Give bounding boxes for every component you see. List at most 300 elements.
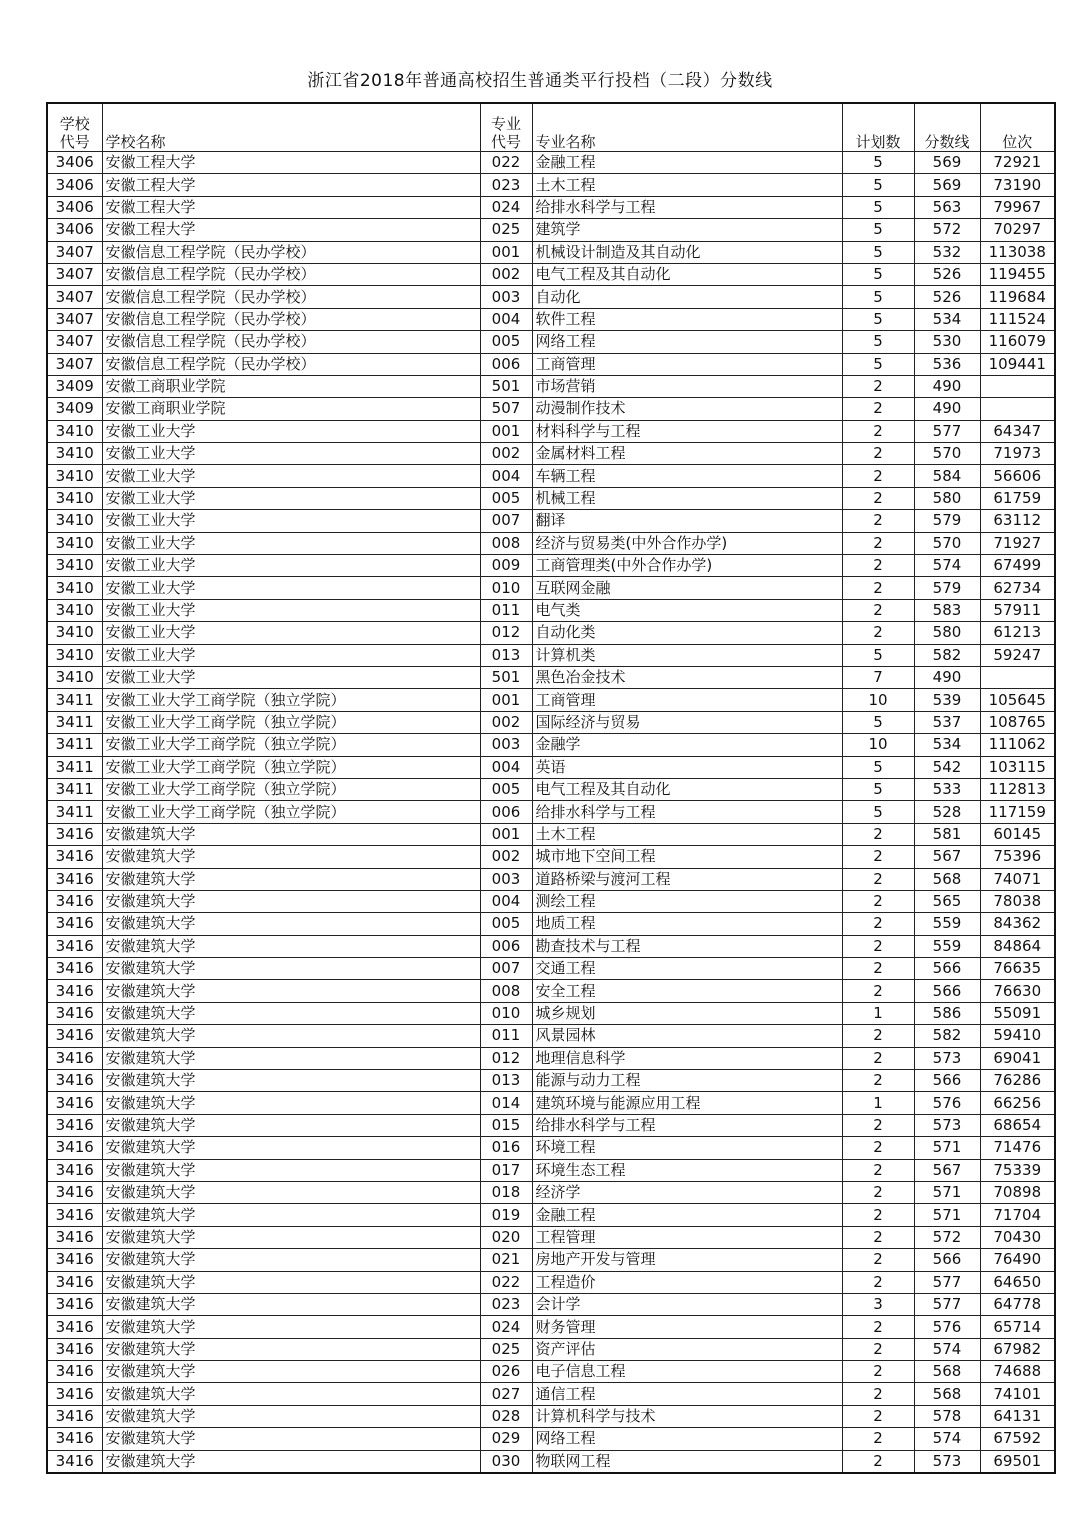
school-code-cell: 3416 (47, 1025, 102, 1047)
major-code-cell: 501 (480, 666, 532, 688)
score-cell: 563 (914, 196, 980, 218)
score-cell: 577 (914, 420, 980, 442)
school-name-cell: 安徽建筑大学 (102, 1338, 480, 1360)
plan-cell: 2 (842, 1070, 914, 1092)
header-school-code-line2: 代号 (59, 133, 90, 151)
school-name-cell: 安徽工业大学 (102, 555, 480, 577)
school-name-cell: 安徽工程大学 (102, 196, 480, 218)
plan-cell: 2 (842, 443, 914, 465)
table-row (47, 443, 1055, 465)
rank-cell: 60145 (980, 823, 1055, 845)
school-code-cell: 3411 (47, 734, 102, 756)
school-code-cell: 3416 (47, 1137, 102, 1159)
score-cell: 573 (914, 1114, 980, 1136)
major-name-cell: 软件工程 (532, 308, 842, 330)
major-name-cell: 金属材料工程 (532, 443, 842, 465)
major-code-cell: 004 (480, 756, 532, 778)
school-name-cell: 安徽建筑大学 (102, 1137, 480, 1159)
table-body (47, 152, 1055, 1474)
rank-cell: 111524 (980, 308, 1055, 330)
major-code-cell: 017 (480, 1159, 532, 1181)
major-code-cell: 020 (480, 1226, 532, 1248)
major-code-cell: 029 (480, 1428, 532, 1450)
major-name-cell: 计算机类 (532, 644, 842, 666)
score-cell: 574 (914, 555, 980, 577)
header-major-code-line1: 专业 (490, 115, 521, 133)
major-code-cell: 010 (480, 1002, 532, 1024)
plan-cell: 2 (842, 1114, 914, 1136)
rank-cell: 84362 (980, 913, 1055, 935)
major-code-cell: 027 (480, 1383, 532, 1405)
school-code-cell: 3411 (47, 778, 102, 800)
table-row (47, 1293, 1055, 1315)
score-cell: 583 (914, 599, 980, 621)
rank-cell: 75396 (980, 846, 1055, 868)
school-code-cell: 3416 (47, 1405, 102, 1427)
major-name-cell: 电气工程及其自动化 (532, 263, 842, 285)
rank-cell: 74101 (980, 1383, 1055, 1405)
rank-cell (980, 375, 1055, 397)
school-code-cell: 3410 (47, 487, 102, 509)
major-code-cell: 005 (480, 778, 532, 800)
score-cell: 537 (914, 711, 980, 733)
rank-cell: 74071 (980, 868, 1055, 890)
major-code-cell: 005 (480, 331, 532, 353)
major-code-cell: 016 (480, 1137, 532, 1159)
plan-cell: 2 (842, 1047, 914, 1069)
rank-cell: 61213 (980, 622, 1055, 644)
rank-cell: 84864 (980, 935, 1055, 957)
plan-cell: 5 (842, 711, 914, 733)
major-code-cell: 024 (480, 196, 532, 218)
school-name-cell: 安徽建筑大学 (102, 1249, 480, 1271)
major-code-cell: 003 (480, 734, 532, 756)
rank-cell: 67499 (980, 555, 1055, 577)
major-code-cell: 011 (480, 1025, 532, 1047)
score-cell: 530 (914, 331, 980, 353)
table-row (47, 935, 1055, 957)
school-name-cell: 安徽工业大学 (102, 443, 480, 465)
school-code-cell: 3410 (47, 443, 102, 465)
major-name-cell: 城市地下空间工程 (532, 846, 842, 868)
school-code-cell: 3410 (47, 599, 102, 621)
school-code-cell: 3410 (47, 644, 102, 666)
major-name-cell: 给排水科学与工程 (532, 196, 842, 218)
school-code-cell: 3416 (47, 1114, 102, 1136)
major-code-cell: 008 (480, 532, 532, 554)
major-name-cell: 自动化 (532, 286, 842, 308)
table-row (47, 1181, 1055, 1203)
table-row (47, 331, 1055, 353)
header-major-code-line2: 代号 (490, 133, 521, 151)
school-name-cell: 安徽工商职业学院 (102, 398, 480, 420)
school-name-cell: 安徽建筑大学 (102, 958, 480, 980)
major-name-cell: 电气类 (532, 599, 842, 621)
rank-cell: 116079 (980, 331, 1055, 353)
major-name-cell: 环境生态工程 (532, 1159, 842, 1181)
major-name-cell: 地质工程 (532, 913, 842, 935)
score-cell: 569 (914, 152, 980, 174)
table-row (47, 1137, 1055, 1159)
score-cell: 570 (914, 532, 980, 554)
school-code-cell: 3406 (47, 219, 102, 241)
table-row (47, 241, 1055, 263)
major-code-cell: 501 (480, 375, 532, 397)
rank-cell: 119684 (980, 286, 1055, 308)
school-name-cell: 安徽工业大学 (102, 487, 480, 509)
school-name-cell: 安徽建筑大学 (102, 823, 480, 845)
school-name-cell: 安徽工商职业学院 (102, 375, 480, 397)
score-cell: 570 (914, 443, 980, 465)
rank-cell: 111062 (980, 734, 1055, 756)
rank-cell: 62734 (980, 577, 1055, 599)
score-cell: 577 (914, 1271, 980, 1293)
page-title: 浙江省2018年普通高校招生普通类平行投档（二段）分数线 (307, 71, 773, 91)
plan-cell: 10 (842, 734, 914, 756)
major-name-cell: 动漫制作技术 (532, 398, 842, 420)
school-code-cell: 3410 (47, 420, 102, 442)
school-code-cell: 3416 (47, 1204, 102, 1226)
table-row (47, 846, 1055, 868)
table-row (47, 599, 1055, 621)
rank-cell: 69041 (980, 1047, 1055, 1069)
major-name-cell: 翻译 (532, 510, 842, 532)
school-code-cell: 3406 (47, 174, 102, 196)
rank-cell: 64650 (980, 1271, 1055, 1293)
major-name-cell: 金融学 (532, 734, 842, 756)
major-code-cell: 013 (480, 1070, 532, 1092)
school-name-cell: 安徽工程大学 (102, 219, 480, 241)
school-name-cell: 安徽工业大学工商学院（独立学院） (102, 778, 480, 800)
plan-cell: 2 (842, 577, 914, 599)
major-code-cell: 003 (480, 868, 532, 890)
score-cell: 582 (914, 1025, 980, 1047)
rank-cell: 113038 (980, 241, 1055, 263)
major-code-cell: 004 (480, 308, 532, 330)
major-name-cell: 道路桥梁与渡河工程 (532, 868, 842, 890)
school-code-cell: 3407 (47, 308, 102, 330)
plan-cell: 2 (842, 935, 914, 957)
plan-cell: 5 (842, 152, 914, 174)
major-name-cell: 会计学 (532, 1293, 842, 1315)
school-name-cell: 安徽信息工程学院（民办学校） (102, 308, 480, 330)
plan-cell: 2 (842, 1181, 914, 1203)
school-name-cell: 安徽信息工程学院（民办学校） (102, 331, 480, 353)
score-cell: 542 (914, 756, 980, 778)
major-name-cell: 材料科学与工程 (532, 420, 842, 442)
major-code-cell: 002 (480, 711, 532, 733)
major-name-cell: 测绘工程 (532, 890, 842, 912)
table-row (47, 980, 1055, 1002)
score-cell: 571 (914, 1137, 980, 1159)
table-row (47, 577, 1055, 599)
plan-cell: 2 (842, 532, 914, 554)
rank-cell: 103115 (980, 756, 1055, 778)
major-name-cell: 经济与贸易类(中外合作办学) (532, 532, 842, 554)
plan-cell: 5 (842, 219, 914, 241)
major-name-cell: 英语 (532, 756, 842, 778)
school-code-cell: 3409 (47, 398, 102, 420)
school-name-cell: 安徽信息工程学院（民办学校） (102, 241, 480, 263)
score-cell: 571 (914, 1181, 980, 1203)
major-code-cell: 021 (480, 1249, 532, 1271)
school-code-cell: 3410 (47, 532, 102, 554)
plan-cell: 2 (842, 1159, 914, 1181)
school-name-cell: 安徽建筑大学 (102, 846, 480, 868)
major-name-cell: 建筑学 (532, 219, 842, 241)
rank-cell: 65714 (980, 1316, 1055, 1338)
school-code-cell: 3416 (47, 935, 102, 957)
score-cell: 567 (914, 846, 980, 868)
major-name-cell: 机械工程 (532, 487, 842, 509)
major-name-cell: 建筑环境与能源应用工程 (532, 1092, 842, 1114)
school-name-cell: 安徽工程大学 (102, 152, 480, 174)
school-name-cell: 安徽建筑大学 (102, 1450, 480, 1473)
major-name-cell: 自动化类 (532, 622, 842, 644)
header-row (47, 103, 1055, 152)
table-row (47, 1316, 1055, 1338)
plan-cell: 5 (842, 241, 914, 263)
table-row (47, 308, 1055, 330)
school-code-cell: 3416 (47, 1002, 102, 1024)
major-name-cell: 地理信息科学 (532, 1047, 842, 1069)
plan-cell: 2 (842, 1226, 914, 1248)
rank-cell: 108765 (980, 711, 1055, 733)
major-code-cell: 012 (480, 1047, 532, 1069)
table-row (47, 353, 1055, 375)
major-code-cell: 013 (480, 644, 532, 666)
school-name-cell: 安徽建筑大学 (102, 913, 480, 935)
plan-cell: 2 (842, 980, 914, 1002)
table-row (47, 532, 1055, 554)
table-row (47, 1002, 1055, 1024)
table-row (47, 219, 1055, 241)
table-row (47, 1047, 1055, 1069)
rank-cell: 61759 (980, 487, 1055, 509)
plan-cell: 2 (842, 555, 914, 577)
major-name-cell: 网络工程 (532, 331, 842, 353)
school-code-cell: 3407 (47, 353, 102, 375)
score-cell: 567 (914, 1159, 980, 1181)
score-cell: 584 (914, 465, 980, 487)
school-code-cell: 3410 (47, 666, 102, 688)
plan-cell: 2 (842, 398, 914, 420)
rank-cell: 74688 (980, 1361, 1055, 1383)
school-code-cell: 3407 (47, 286, 102, 308)
rank-cell (980, 398, 1055, 420)
plan-cell: 5 (842, 174, 914, 196)
table-row (47, 756, 1055, 778)
plan-cell: 10 (842, 689, 914, 711)
major-name-cell: 物联网工程 (532, 1450, 842, 1473)
rank-cell: 55091 (980, 1002, 1055, 1024)
school-code-cell: 3416 (47, 980, 102, 1002)
table-row (47, 510, 1055, 532)
score-cell: 528 (914, 801, 980, 823)
school-code-cell: 3416 (47, 1226, 102, 1248)
plan-cell: 2 (842, 1025, 914, 1047)
plan-cell: 5 (842, 353, 914, 375)
major-code-cell: 025 (480, 219, 532, 241)
school-name-cell: 安徽建筑大学 (102, 1204, 480, 1226)
table-row (47, 1114, 1055, 1136)
table-row (47, 152, 1055, 174)
school-name-cell: 安徽工业大学工商学院（独立学院） (102, 734, 480, 756)
major-code-cell: 507 (480, 398, 532, 420)
major-code-cell: 008 (480, 980, 532, 1002)
rank-cell: 71927 (980, 532, 1055, 554)
rank-cell: 59410 (980, 1025, 1055, 1047)
score-cell: 581 (914, 823, 980, 845)
school-name-cell: 安徽工业大学工商学院（独立学院） (102, 756, 480, 778)
table-row (47, 734, 1055, 756)
major-code-cell: 001 (480, 823, 532, 845)
rank-cell: 105645 (980, 689, 1055, 711)
score-cell: 526 (914, 286, 980, 308)
rank-cell: 78038 (980, 890, 1055, 912)
school-code-cell: 3416 (47, 1361, 102, 1383)
rank-cell: 76635 (980, 958, 1055, 980)
table-row (47, 1226, 1055, 1248)
rank-cell: 112813 (980, 778, 1055, 800)
school-name-cell: 安徽建筑大学 (102, 1159, 480, 1181)
plan-cell: 5 (842, 331, 914, 353)
major-name-cell: 勘查技术与工程 (532, 935, 842, 957)
major-code-cell: 010 (480, 577, 532, 599)
major-code-cell: 011 (480, 599, 532, 621)
school-code-cell: 3411 (47, 689, 102, 711)
header-major-code (480, 103, 532, 152)
rank-cell: 79967 (980, 196, 1055, 218)
score-cell: 574 (914, 1428, 980, 1450)
major-code-cell: 001 (480, 420, 532, 442)
rank-cell: 71704 (980, 1204, 1055, 1226)
school-code-cell: 3416 (47, 1293, 102, 1315)
score-cell: 580 (914, 622, 980, 644)
table-row (47, 196, 1055, 218)
major-code-cell: 012 (480, 622, 532, 644)
major-code-cell: 005 (480, 913, 532, 935)
table-row (47, 398, 1055, 420)
major-name-cell: 环境工程 (532, 1137, 842, 1159)
table-row (47, 420, 1055, 442)
school-code-cell: 3416 (47, 1092, 102, 1114)
major-name-cell: 能源与动力工程 (532, 1070, 842, 1092)
major-name-cell: 网络工程 (532, 1428, 842, 1450)
school-code-cell: 3409 (47, 375, 102, 397)
major-code-cell: 004 (480, 890, 532, 912)
major-name-cell: 电子信息工程 (532, 1361, 842, 1383)
plan-cell: 5 (842, 801, 914, 823)
plan-cell: 2 (842, 890, 914, 912)
major-name-cell: 工商管理 (532, 353, 842, 375)
table-row (47, 1159, 1055, 1181)
major-name-cell: 给排水科学与工程 (532, 1114, 842, 1136)
school-code-cell: 3416 (47, 1249, 102, 1271)
score-cell: 579 (914, 510, 980, 532)
school-name-cell: 安徽建筑大学 (102, 1361, 480, 1383)
plan-cell: 2 (842, 913, 914, 935)
plan-cell: 2 (842, 510, 914, 532)
score-cell: 569 (914, 174, 980, 196)
school-name-cell: 安徽工业大学 (102, 420, 480, 442)
major-code-cell: 002 (480, 846, 532, 868)
plan-cell: 2 (842, 487, 914, 509)
table-row (47, 711, 1055, 733)
plan-cell: 2 (842, 958, 914, 980)
header-school-name: 学校名称 (102, 103, 480, 152)
header-major-name: 专业名称 (532, 103, 842, 152)
major-name-cell: 国际经济与贸易 (532, 711, 842, 733)
score-cell: 565 (914, 890, 980, 912)
score-cell: 566 (914, 1249, 980, 1271)
school-code-cell: 3416 (47, 890, 102, 912)
school-name-cell: 安徽建筑大学 (102, 868, 480, 890)
school-name-cell: 安徽建筑大学 (102, 1271, 480, 1293)
header-score: 分数线 (914, 103, 980, 152)
score-cell: 566 (914, 958, 980, 980)
school-code-cell: 3407 (47, 241, 102, 263)
header-plan: 计划数 (842, 103, 914, 152)
score-cell: 576 (914, 1092, 980, 1114)
header-school-code-line1: 学校 (59, 115, 90, 133)
school-code-cell: 3410 (47, 510, 102, 532)
plan-cell: 2 (842, 1428, 914, 1450)
plan-cell: 2 (842, 622, 914, 644)
plan-cell: 5 (842, 756, 914, 778)
plan-cell: 2 (842, 1316, 914, 1338)
major-code-cell: 015 (480, 1114, 532, 1136)
major-code-cell: 004 (480, 465, 532, 487)
plan-cell: 2 (842, 465, 914, 487)
major-name-cell: 黑色冶金技术 (532, 666, 842, 688)
score-cell: 568 (914, 868, 980, 890)
score-cell: 572 (914, 219, 980, 241)
school-code-cell: 3406 (47, 152, 102, 174)
score-cell: 532 (914, 241, 980, 263)
rank-cell: 57911 (980, 599, 1055, 621)
school-name-cell: 安徽建筑大学 (102, 890, 480, 912)
plan-cell: 2 (842, 1249, 914, 1271)
school-code-cell: 3416 (47, 1338, 102, 1360)
score-cell: 579 (914, 577, 980, 599)
school-code-cell: 3406 (47, 196, 102, 218)
table-row (47, 1249, 1055, 1271)
score-cell: 566 (914, 980, 980, 1002)
rank-cell: 69501 (980, 1450, 1055, 1473)
school-code-cell: 3411 (47, 756, 102, 778)
school-name-cell: 安徽建筑大学 (102, 1316, 480, 1338)
rank-cell: 70898 (980, 1181, 1055, 1203)
table-row (47, 890, 1055, 912)
school-name-cell: 安徽信息工程学院（民办学校） (102, 353, 480, 375)
school-name-cell: 安徽建筑大学 (102, 1405, 480, 1427)
major-code-cell: 007 (480, 958, 532, 980)
major-name-cell: 经济学 (532, 1181, 842, 1203)
school-name-cell: 安徽建筑大学 (102, 1428, 480, 1450)
score-cell: 536 (914, 353, 980, 375)
school-name-cell: 安徽建筑大学 (102, 1002, 480, 1024)
table-row (47, 644, 1055, 666)
school-code-cell: 3416 (47, 1047, 102, 1069)
score-cell: 559 (914, 913, 980, 935)
score-cell: 573 (914, 1450, 980, 1473)
school-code-cell: 3407 (47, 263, 102, 285)
rank-cell (980, 666, 1055, 688)
score-cell: 582 (914, 644, 980, 666)
school-name-cell: 安徽工业大学 (102, 465, 480, 487)
plan-cell: 2 (842, 1405, 914, 1427)
